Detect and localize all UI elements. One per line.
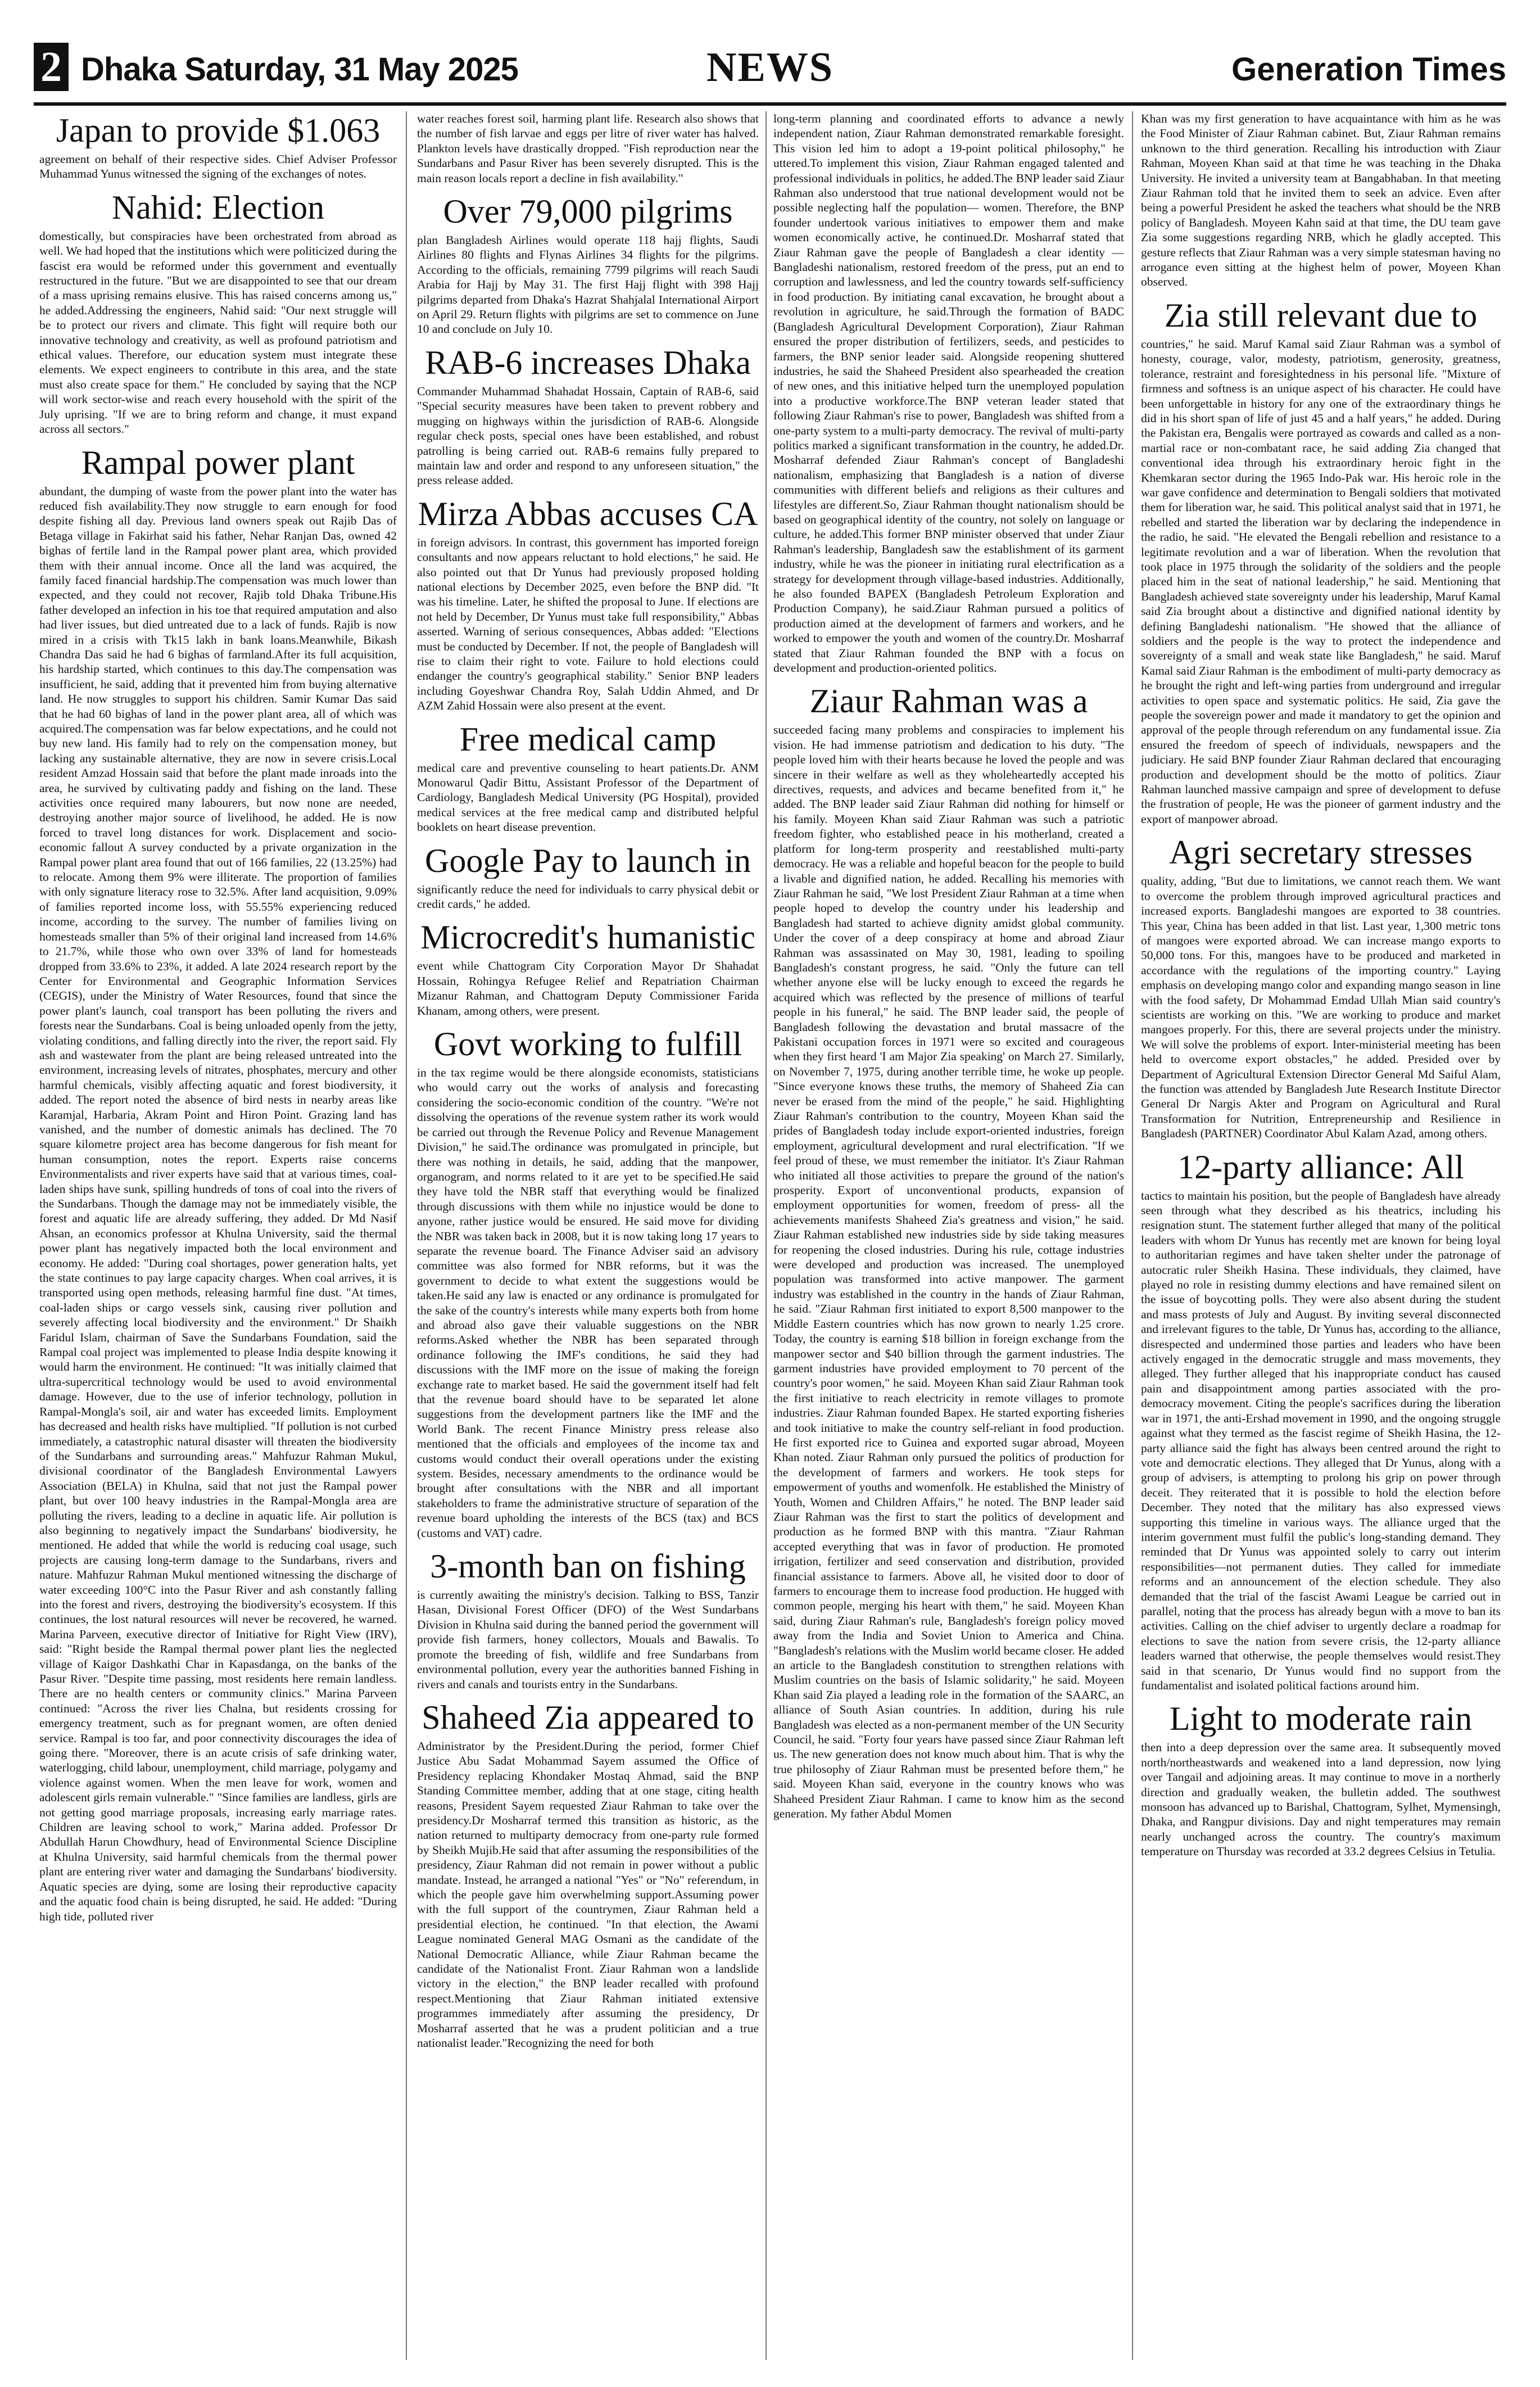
story-body: agreement on behalf of their respective sides. Chief Adviser Professor Muhammad Yunus witnessed the signing of the exchanges of notes. [39, 152, 397, 181]
story-body: event while Chattogram City Corporation Mayor Dr Shahadat Hossain, Rohingya Refugee Relief and Repatriation Chairman Mizanur Rahman, and Chattogram Deputy Commissioner Farida Khanam, among others, were present. [417, 959, 759, 1018]
story-body: domestically, but conspiracies have been orchestrated from abroad as well. We had hoped that the institutions which were politicized during the fascist era would be reformed under this government and eventually restructured in the future. "But we are disappointed to see that our dream of a mass uprising remains elusive. This has raised concerns among us," he added.Addressing the engineers, Nahid said: "Our next struggle will be to protect our rivers and climate. This fight will require both our innovative technology and creativity, as well as profound patriotism and ethical values. Therefore, our education system must integrate these elements. We expect engineers to contribute in this area, and the state must also create space for them." He concluded by saying that the NCP will work sector-wise and reach every household with the spirit of the July uprising. "If we are to bring reform and change, it must expand across all sectors." [39, 229, 397, 436]
story-body: tactics to maintain his position, but the people of Bangladesh have already seen through what they described as his theatrics, including his resignation stunt. The statement further alleged that many of the political leaders with whom Dr Yunus has recently met are known for being loyal to authoritarian regimes and have taken shelter under the patronage of autocratic ruler Sheikh Hasina. These individuals, they claimed, have played no role in resisting dummy elections and have remained silent on the issue of boycotting polls. They were also absent during the student and mass protests of July and August. By inviting several disconnected and irrelevant figures to the table, Dr Yunus has, according to the alliance, disrespected and undermined those parties and leaders who have been actively engaged in the democratic struggle and mass movements, they alleged. They further alleged that his inappropriate conduct has caused pain and disappointment among parties associated with the pro-democracy movement. Citing the people's sacrifices during the liberation war in 1971, the anti-Ershad movement in 1990, and the ongoing struggle against what they termed as the fascist regime of Sheikh Hasina, the 12-party alliance said the fight has always been centred around the right to vote and democratic elections. They alleged that Dr Yunus, along with a group of advisers, is attempting to prolong his grip on power through deceit. They reiterated that it is possible to hold the election before December. They noted that the military has also expressed views supporting this timeline in various ways. The alliance urged that the interim government must fulfil the public's long-standing demand. They reminded that Dr Yunus was appointed solely to carry out interim responsibilities—not permanent duties. They called for immediate reforms and an announcement of the election schedule. They also demanded that the trial of the fascist Awami League be carried out in parallel, noting that the process has already begun with a move to ban its activities. Calling on the chief adviser to urgently declare a roadmap for elections to save the nation from severe crisis, the 12-party alliance leaders warned that otherwise, the people themselves would resist.They said in that scenario, Dr Yunus would find no support from the fundamentalist and isolated political factions around him. [1141, 1188, 1501, 1692]
story-headline: Over 79,000 pilgrims [443, 193, 733, 230]
story-headline: 3-month ban on fishing [430, 1548, 746, 1585]
column-2 [417, 111, 759, 2360]
story-headline: Shaheed Zia appeared to [422, 1699, 754, 1735]
story-headline: Free medical camp [459, 721, 717, 757]
story-body: then into a deep depression over the same area. It subsequently moved north/northeastwards and weakened into a land depression, now lying over Tangail and adjoining areas. It may continue to move in a northerly direction and gradually weaken, the bulletin added. The southwest monsoon has advanced up to Barishal, Chattogram, Sylhet, Mymensingh, Dhaka, and Rangpur divisions. Day and night temperatures may remain nearly unchanged across the country. The country's maximum temperature on Thursday was recorded at 33.2 degrees Celsius in Tetulia. [1141, 1740, 1501, 1859]
story-headline: Japan to provide $1.063 [56, 112, 381, 148]
story-headline: Govt working to fulfill [433, 1026, 742, 1063]
column-rule [406, 111, 407, 2360]
page-number: 2 [34, 43, 69, 91]
story-headline: 12-party alliance: All [1177, 1149, 1464, 1185]
story-headline: Google Pay to launch in [425, 842, 751, 879]
story-body: Administrator by the President.During the period, former Chief Justice Abu Sadat Mohammad Sayem assumed the Office of Presidency replacing Khondaker Mostaq Ahmad, said the BNP Standing Committee member, adding that at one stage, citing health reasons, President Sayem requested Ziaur Rahman to take over the presidency.Dr Mosharraf termed this transition as historic, as the nation returned to multiparty democracy from one-party rule formed by Sheikh Mujib.He said that after assuming the responsibilities of the presidency, Ziaur Rahman did not remain in power without a public mandate. Instead, he arranged a national "Yes" or "No" referendum, in which the people gave him overwhelming support.Assuming power with the full support of the countrymen, Ziaur Rahman held a presidential election, he continued. "In that election, the Awami League nominated General MAG Osmani as the candidate of the National Democratic Alliance, while Ziaur Rahman became the candidate of the Nationalist Front. Ziaur Rahman won a landslide victory in the election," the BNP leader recalled with profound respect.Mentioning that Ziaur Rahman initiated extensive programmes immediately after assuming the presidency, Dr Mosharraf asserted that he was a prudent politician and a true nationalist leader."Recognizing the need for both [417, 1739, 759, 2050]
story-body: long-term planning and coordinated efforts to advance a newly independent nation, Ziaur Rahman demonstrated remarkable foresight. This vision led him to adopt a 19-point political philosophy," he uttered.To implement this vision, Ziaur Rahman engaged talented and professional individuals in politics, he added.The BNP leader said Ziaur Rahman also understood that true national development would not be possible neglecting half the population— women. Therefore, the BNP founder undertook various initiatives to empower them and make women economically active, he continued.Dr. Mosharraf stated that Ziaur Rahman gave the people of Bangladesh a clear identity — Bangladeshi nationalism, restored freedom of the press, put an end to corruption and lawlessness, and led the country towards self-sufficiency in food production. By initiating canal excavation, he brought about a revolution in agriculture, he said.Through the formation of BADC (Bangladesh Agricultural Development Corporation), Ziaur Rahman ensured the proper distribution of fertilizers, seeds, and pesticides to farmers, the BNP senior leader said. Alongside reopening shuttered industries, he said the Shaheed President also spearheaded the creation of new ones, and this initiative helped turn the unemployed population into a productive workforce.The BNP veteran leader stated that following Ziaur Rahman's rise to power, Bangladesh was shifted from a one-party system to a multi-party democracy. The revival of multi-party politics marked a significant transformation in the country, he added.Dr. Mosharraf defended Ziaur Rahman's concept of Bangladeshi nationalism, emphasizing that Bangladesh is a nation of diverse communities with different beliefs and religions as their cultures and lifestyles are different.So, Ziaur Rahman thought nationalism should be based on geographical identity of the country, not solely on language or culture, he added.This former BNP minister observed that under Ziaur Rahman's leadership, Bangladesh saw the establishment of its garment industry, while he was the pioneer in initiating rural electrification as a strategy for development through village-based industries. Additionally, he also founded BAPEX (Bangladesh Petroleum Exploration and Production Company), he said.Ziaur Rahman pursued a politics of production aimed at the development of farmers and workers, and he worked to empower the youth and women of the country.Dr. Mosharraf stated that Ziaur Rahman founded the BNP with a focus on development and production-oriented politics. [773, 112, 1124, 675]
story-headline: RAB-6 increases Dhaka [425, 344, 751, 381]
column-4 [1141, 111, 1501, 2360]
masthead [34, 40, 1506, 106]
section-title: NEWS [706, 44, 834, 91]
column-1 [39, 111, 397, 2360]
story-body: Commander Muhammad Shahadat Hossain, Captain of RAB-6, said "Special security measures have been taken to prevent robbery and mugging on highways within the jurisdiction of RAB-6. Alongside regular check posts, special ones have been established, and robust patrolling is being carried out. RAB-6 remains fully prepared to maintain law and order and respond to any unforeseen situation," the press release added. [417, 384, 759, 487]
story-body: in the tax regime would be there alongside economists, statisticians who would carry out the works of analysis and forecasting considering the socio-economic condition of the country. "We're not dissolving the operations of the revenue system rather its work would be carried out through the Revenue Policy and Revenue Management Division," he said.The ordinance was promulgated in principle, but there was nothing in details, he said, adding that the manpower, organogram, and norms related to it are yet to be specified.He said they have told the NBR staff that everything would be finalized through discussions with them while no injustice would be done to anyone, rather justice would be ensured. He said move for dividing the NBR was taken back in 2008, but it is now taking long 17 years to separate the revenue board. The Finance Adviser said an advisory committee was also formed for NBR reforms, but it was the government to decide to what extent the suggestions would be taken.He said any law is enacted or any ordinance is promulgated for the sake of the country's interests while many experts both from home and abroad also gave their valuable suggestions on the NBR reforms.Asked whether the NBR has been separated through ordinance following the IMF's conditions, he said they had discussions with the IMF more on the issue of making the foreign exchange rate to market based. He said the government itself had felt that the revenue board should have to be separated let alone suggestions from the development partners like the IMF and the World Bank. The recent Finance Ministry press release also mentioned that the officials and employees of the income tax and customs would conduct their overall operations under the existing system. Besides, necessary amendments to the ordinance would be brought after consultations with the NBR and all important stakeholders to frame the administrative structure of separation of the revenue board upholding the interests of the BCS (tax) and BCS (customs and VAT) cadre. [417, 1066, 759, 1540]
story-headline: Agri secretary stresses [1169, 834, 1473, 871]
story-headline: Light to moderate rain [1169, 1701, 1473, 1737]
column-3 [773, 111, 1124, 2360]
column-rule [766, 111, 767, 2360]
story-body: succeeded facing many problems and conspiracies to implement his vision. He had immense patriotism and dedication to his duty. "The people loved him with their hearts because he loved the people and was sincere in their welfare as well as they wholeheartedly accepted his directives, requests, and advices and became benefited from it," he added. The BNP leader said Ziaur Rahman did nothing for himself or his family. Moyeen Khan said Ziaur Rahman was such a patriotic freedom fighter, who established peace in his motherland, created a platform for long-term prosperity and reestablished multi-party democracy. He was a reliable and hopeful beacon for the people to build a livable and dignified nation, he added. Recalling his memories with Ziaur Rahman he said, "We lost President Ziaur Rahman at a time when people hoped to develop the country under his leadership and Bangladesh had started to achieve dignity amidst global community. Under the cover of a deep conspiracy at home and abroad Ziaur Rahman was assassinated on May 30, 1981, leading to spoiling Bangladesh's constant progress, he said. "Only the future can tell whether anyone else will be lucky enough to exceed the regards he acquired which was reflected by the presence of millions of tearful people in his funeral," he said. The BNP leader said, the people of Bangladesh following the devastation and brutal massacre of the Pakistani occupation forces in 1971 were so excited and courageous when they first heard 'I am Major Zia speaking' on March 27. Similarly, on November 7, 1975, during another terrible time, he woke up people. "Since everyone knows these truths, the memory of Shaheed Zia can never be erased from the mind of the people," he said. Highlighting Ziaur Rahman's contribution to the country, Moyeen Khan said the prides of Bangladesh today include export-oriented industries, foreign employment, agricultural development and rural electrification. "If we feel proud of these, we must remember the initiator. It's Ziaur Rahman who initiated all those activities to prepare the ground of the nation's prosperity. Export of unconventional products, expansion of employment opportunities for women, freedom of press- all the achievements manifests Shaheed Zia's greatness and vision," he said. Ziaur Rahman established new industries side by side taking measures for reopening the closed industries. During his rule, cottage industries were developed and production was increased. The unemployed population was transformed into active manpower. The garment industry was established in the country in the hands of Ziaur Rahman, he said. "Ziaur Rahman first initiated to export 8,500 manpower to the Middle Eastern countries which has now grown to nearly 1.25 crore. Today, the country is earning $18 billion in foreign exchange from the manpower sector and $40 billion through the garment industries. The garment industries have provided employment to 70 percent of the country's poor women," he said. Moyeen Khan said Ziaur Rahman took the first initiative to reach electricity in remote villages to promote industries. Ziaur Rahman founded Bapex. He started exporting fisheries and took initiative to make the country self-reliant in food production. He first exported rice to Guinea and exported sugar abroad, Moyeen Khan noted. Ziaur Rahman only pursued the politics of production for the development of farmers and workers. He took steps for empowerment of youths and womenfolk. He established the Ministry of Youth, Women and Children Affairs," he noted. The BNP leader said Ziaur Rahman was the first to start the politics of development and production as he formed BNP with this mantra. "Ziaur Rahman accepted everything that was in favor of production. He promoted irrigation, fertilizer and seed conservation and distribution, provided financial assistance to farmers. Above all, he visited door to door of farmers to encourage them to increase food production. He hugged with common people, merging his heart with them," he said. Moyeen Khan said, during Ziaur Rahman's rule, Bangladesh's foreign policy moved away from the India and Soviet Union to America and China. "Bangladesh's relations with the Muslim world became closer. He added an article to the Bangladesh constitution to strengthen relations with Muslim countries on the basis of Islamic solidarity," he said. Moyeen Khan said Zia played a leading role in the formation of the SAARC, an alliance of South Asian countries. In addition, during his rule Bangladesh was elected as a non-permanent member of the UN Security Council, he said. "Forty four years have passed since Ziaur Rahman left us. The new generation does not know much about him. That is why the true philosophy of Ziaur Rahman must be presented before them," he said. Moyeen Khan said, everyone in the country knows who was Shaheed President Ziaur Rahman. I came to know him as the second generation. My father Abdul Momen [773, 723, 1124, 1821]
story-body: is currently awaiting the ministry's decision. Talking to BSS, Tanzir Hasan, Divisional Forest Officer (DFO) of the West Sundarbans Division in Khulna said during the banned period the government will provide fish farmers, honey collectors, Mouals and Bawalis. To promote the breeding of fish, wildlife and free Sundarbans from environmental pollution, every year the authorities banned Fishing in rivers and canals and tourists entry in the Sundarbans. [417, 1588, 759, 1691]
story-body: medical care and preventive counseling to heart patients.Dr. ANM Monowarul Qadir Bittu, Assistant Professor of the Department of Cardiology, Bangladesh Medical University (PG Hospital), provided medical services at the free medical camp and distributed helpful booklets on heart disease prevention. [417, 761, 759, 834]
story-body: quality, adding, "But due to limitations, we cannot reach them. We want to overcome the problem through improved agricultural practices and increased exports. Bangladeshi mangoes are exported to 38 countries. This year, China has been added in that list. Last year, 1,300 metric tons of mangoes were exported abroad. We can increase mango exports to 50,000 tons. For this, mangoes have to be produced and marketed in accordance with the regulations of the importing country." Laying emphasis on developing mango color and expanding mango season in line with the food safety, Dr Mohammad Emdad Ullah Mian said country's scientists are working on this. "We are working to produce and market mangoes properly. For this, there are several projects under the ministry. We will solve the problems of export. Inter-ministerial meeting has been held to overcome export obstacles," he added. Presided over by Department of Agricultural Extension Director General Md Saiful Alam, the function was attended by Bangladesh Jute Research Institute Director General Dr Nargis Akter and Program on Agricultural and Rural Transformation for Nutrition, Entrepreneurship and Resilience in Bangladesh (PARTNER) Coordinator Abul Kalam Azad, among others. [1141, 874, 1501, 1141]
story-headline: Nahid: Election [111, 189, 325, 225]
story-body: abundant, the dumping of waste from the power plant into the water has reduced fish availability.They now struggle to earn enough for food despite fishing all day. Previous land owners speak out Rajib Das of Betaga village in Fakirhat said his father, Nehar Ranjan Das, owned 42 bighas of fertile land in the Rampal power plant area, which provided them with their annual income. Once all the land was acquired, the family faced financial hardship.The compensation was much lower than expected, and they could not recover, Rajib told Dhaka Tribune.His father developed an infection in his toe that required amputation and also had liver issues, but died untreated due to a lack of funds. Rajib is now mired in a crisis with Tk15 lakh in bank loans.Meanwhile, Bikash Chandra Das said he had 6 bighas of farmland.After its full acquisition, his hardship started, which continues to this day.The compensation was insufficient, he said, adding that it prevented him from buying alternative land. He now struggles to support his children. Samir Kumar Das said that he had 60 bighas of land in the power plant area, all of which was acquired.The compensation was far below expectations, and he could not buy new land. His family had to rely on the compensation money, but lacking any sustainable alternative, they are now in severe crisis.Local resident Amzad Hossain said that before the plant made inroads into the area, he survived by cultivating paddy and fishing on the land. These activities once required many labourers, but now none are needed, destroying another major source of livelihood, he added. He is now forced to travel long distances for work. Displacement and socio-economic fallout A survey conducted by a private organization in the Rampal power plant area found that out of 166 families, 22 (13.25%) had to relocate. Among them 9% were illiterate. The proportion of families with only signature literacy rose to 32.5%. After land acquisition, 9.09% of families reported income loss, with 55.55% experiencing reduced income, according to the survey. The number of families living on homesteads smaller than 5% of their original land increased from 14.6% to 21.7%, while those who own over 33% of land for homesteads dropped from 33.6% to 23%, it added. A late 2024 research report by the Center for Environmental and Geographic Information Services (CEGIS), under the Ministry of Water Resources, found that since the power plant's launch, coal transport has been polluting the rivers and forests near the Sundarbans. Coal is being unloaded openly from the jetty, violating conditions, and falling directly into the river, the report said. Fly ash and wastewater from the plant are being released untreated into the environment, increasing levels of nitrates, phosphates, mercury and other harmful chemicals, visibly affecting aquatic and forest biodiversity, it added. The report noted the absence of bird nests in nearby areas like Karamjal, Harbaria, Akram Point and Hiron Point. Grazing land has vanished, and the number of domestic animals has declined. The 70 square kilometre project area has become dangerous for fish meant for human consumption, notes the report. Experts raise concerns Environmentalists and river experts have said that at various times, coal-laden ships have sunk, spilling hundreds of tons of coal into the rivers of the Sundarbans. Though the damage may not be immediately visible, the forest and aquatic life are already suffering, they added. Dr Md Nasif Ahsan, an economics professor at Khulna University, said the thermal power plant has negatively impacted both the local environment and economy. He added: "During coal shortages, power generation halts, yet the state continues to pay large capacity charges. When coal arrives, it is transported using open methods, releasing harmful fine dust. "At times, coal-laden ships or cargo vessels sink, causing river pollution and severely affecting local biodiversity and the environment." Dr Shaikh Faridul Islam, chairman of Save the Sundarbans Foundation, said the Rampal coal project was implemented to please India despite knowing it would harm the environment. He continued: "It was initially claimed that ultra-supercritical technology would be used to avoid environmental damage. However, due to the use of inferior technology, pollution in Rampal-Mongla's soil, air and water has exceeded limits. Employment has decreased and health risks have multiplied. "If pollution is not curbed immediately, a catastrophic natural disaster will threaten the biodiversity of the Sundarbans and surrounding areas." Mahfuzur Rahman Mukul, divisional coordinator of the Bangladesh Environmental Lawyers Association (BELA) in Khulna, said that not just the Rampal power plant, but over 100 heavy industries in the Rampal-Mongla area are polluting the rivers, leading to a decline in aquatic life. Air pollution is also beginning to negatively impact the Sundarbans' biodiversity, he mentioned. He added that while the world is reducing coal usage, such projects are causing long-term damage to the Sundarbans, rivers and nature. Mahfuzur Rahman Mukul mentioned witnessing the discharge of water exceeding 100°C into the Pasur River and ash constantly falling into the forest and rivers, destroying the biodiversity's ecosystem. If this continues, the lost natural resources will never be recovered, he warned. Marina Parveen, executive director of Initiative for Right View (IRV), said: "Right beside the Rampal thermal power plant lies the neglected village of Kaigor Dashkathi Char in Kapasdanga, on the banks of the Pasur River. "Despite time passing, most residents here remain landless. There are no health centers or community clinics." Marina Parveen continued: "Across the river lies Chalna, but residents crossing for emergency treatment, such as for pregnant women, are often denied service. Rampal is too far, and poor connectivity discourages the idea of going there. "Moreover, there is an acute crisis of safe drinking water, waterlogging, child labour, unemployment, child marriage, polygamy and violence against women. When the men leave for work, women and adolescent girls remain vulnerable." "Since families are landless, girls are not getting good marriage proposals, increasing early marriage rates. Children are leaving school to work," Marina added. Professor Dr Abdullah Harun Chowdhury, head of Environmental Science Discipline at Khulna University, said harmful chemicals from the thermal power plant are entering river water and damaging the Sundarbans' biodiversity. Aquatic species are dying, some are losing their reproductive capacity and the aquatic food chain is being disrupted, he said. He added: "During high tide, polluted river [39, 484, 397, 1923]
story-headline: Mirza Abbas accuses CA [418, 495, 758, 532]
date-line: Dhaka Saturday, 31 May 2025 [81, 51, 518, 88]
column-rule [1132, 111, 1133, 2360]
story-headline: Ziaur Rahman was a [809, 683, 1088, 720]
story-body: significantly reduce the need for individuals to carry physical debit or credit cards," he added. [417, 882, 759, 911]
story-body: plan Bangladesh Airlines would operate 118 hajj flights, Saudi Airlines 80 flights and Flynas Airlines 34 flights for the pilgrims. According to the officials, remaining 7799 pilgrims will reach Saudi Arabia for Hajj by May 31. The first Hajj flight with 398 Hajj pilgrims departed from Dhaka's Hazrat Shahjalal International Airport on April 29. Return flights with pilgrims are set to commence on June 10 and conclude on July 10. [417, 233, 759, 336]
story-headline: Microcredit's humanistic [420, 919, 755, 956]
newspaper-name: Generation Times [1231, 51, 1506, 88]
story-body: countries," he said. Maruf Kamal said Ziaur Rahman was a symbol of honesty, courage, valor, modesty, patriotism, generosity, greatness, tolerance, restraint and foresightedness in his personal life. "Mixture of firmness and softness is an unique aspect of his character. He could have been unforgettable in history for any one of the extraordinary things he did in his short span of life of just 45 and a half years," he added. During the Pakistan era, Bengalis were portrayed as cowards and called as a non-martial race or non-combatant race, he said adding Zia changed that conventional idea through his extraordinary heroic fight in the Khemkaran sector during the 1965 Indo-Pak war. His heroic role in the war gave confidence and determination to Bengali soldiers that motivated them for liberation war, he said. This political analyst said that in 1971, he rebelled and started the liberation war by declaring the independence in the radio, he said. "He elevated the Bengali rebellion and resistance to a legitimate revolution and a war of liberation. When the revolution that took place in 1975 through the solidarity of the soldiers and the people placed him in the seat of national leadership," he said. Mentioning that Bangladesh achieved state sovereignty under his leadership, Maruf Kamal said Zia brought about a distinctive and dignified national identity by defining Bangladeshi nationalism. "He showed that the alliance of soldiers and the people is the way to protect the independence and sovereignty of a small and weak state like Bangladesh," he said. Maruf Kamal said Ziaur Rahman is the embodiment of multi-party democracy as he brought the right and left-wing parties from underground and irregular activities to open space and systematic politics. He said, Zia gave the people the sovereign power and made it mandatory to get the opinion and approval of the people through referendum on any fundamental issue. Zia ensured the freedom of speech of individuals, newspapers and the judiciary. He said BNP founder Ziaur Rahman declared that encouraging production and development should be the motto of politics. Ziaur Rahman launched massive campaign and spree of development to defuse the frustration of people, He was the pioneer of garment industry and the export of manpower abroad. [1141, 337, 1501, 826]
story-headline: Zia still relevant due to [1164, 297, 1478, 333]
story-headline: Rampal power plant [81, 444, 355, 481]
story-body: water reaches forest soil, harming plant life. Research also shows that the number of fish larvae and eggs per litre of river water has halved. Plankton levels have drastically dropped. "Fish reproduction near the Sundarbans and Pasur River has been severely disrupted. This is the main reason locals report a decline in fish availability." [417, 112, 759, 185]
story-body: in foreign advisors. In contrast, this government has imported foreign consultants and now appears reluctant to hold elections," he said. He also pointed out that Dr Yunus had previously proposed holding national elections by December 2025, even before the BNP did. "It was his timeline. Later, he shifted the proposal to June. If elections are not held by December, Dr Yunus must take full responsibility," Abbas asserted. Warning of serious consequences, Abbas added: "Elections must be conducted by December. If not, the people of Bangladesh will rise to claim their right to vote. Failure to hold elections could endanger the country's geographical stability." Senior BNP leaders including Goyeshwar Chandra Roy, Salah Uddin Ahmed, and Dr AZM Zahid Hossain were also present at the event. [417, 535, 759, 713]
story-body: Khan was my first generation to have acquaintance with him as he was the Food Minister of Ziaur Rahman cabinet. But, Ziaur Rahman remains unknown to the third generation. Recalling his introduction with Ziaur Rahman, Moyeen Khan said at that time he was teaching in the Dhaka University. He invited a university team at Bangabhaban. In that meeting Ziaur Rahman told that he invited them to seek an advice. Even after being a powerful President he asked the teachers what should be the NRB policy of Bangladesh. Moyeen Kahn said at that time, the DU team gave Zia some suggestions regarding NRB, which he gladly accepted. This gesture reflects that Ziaur Rahman was a very simple statesman having no arrogance even sitting at the highest helm of power, Moyeen Khan observed. [1141, 112, 1501, 289]
